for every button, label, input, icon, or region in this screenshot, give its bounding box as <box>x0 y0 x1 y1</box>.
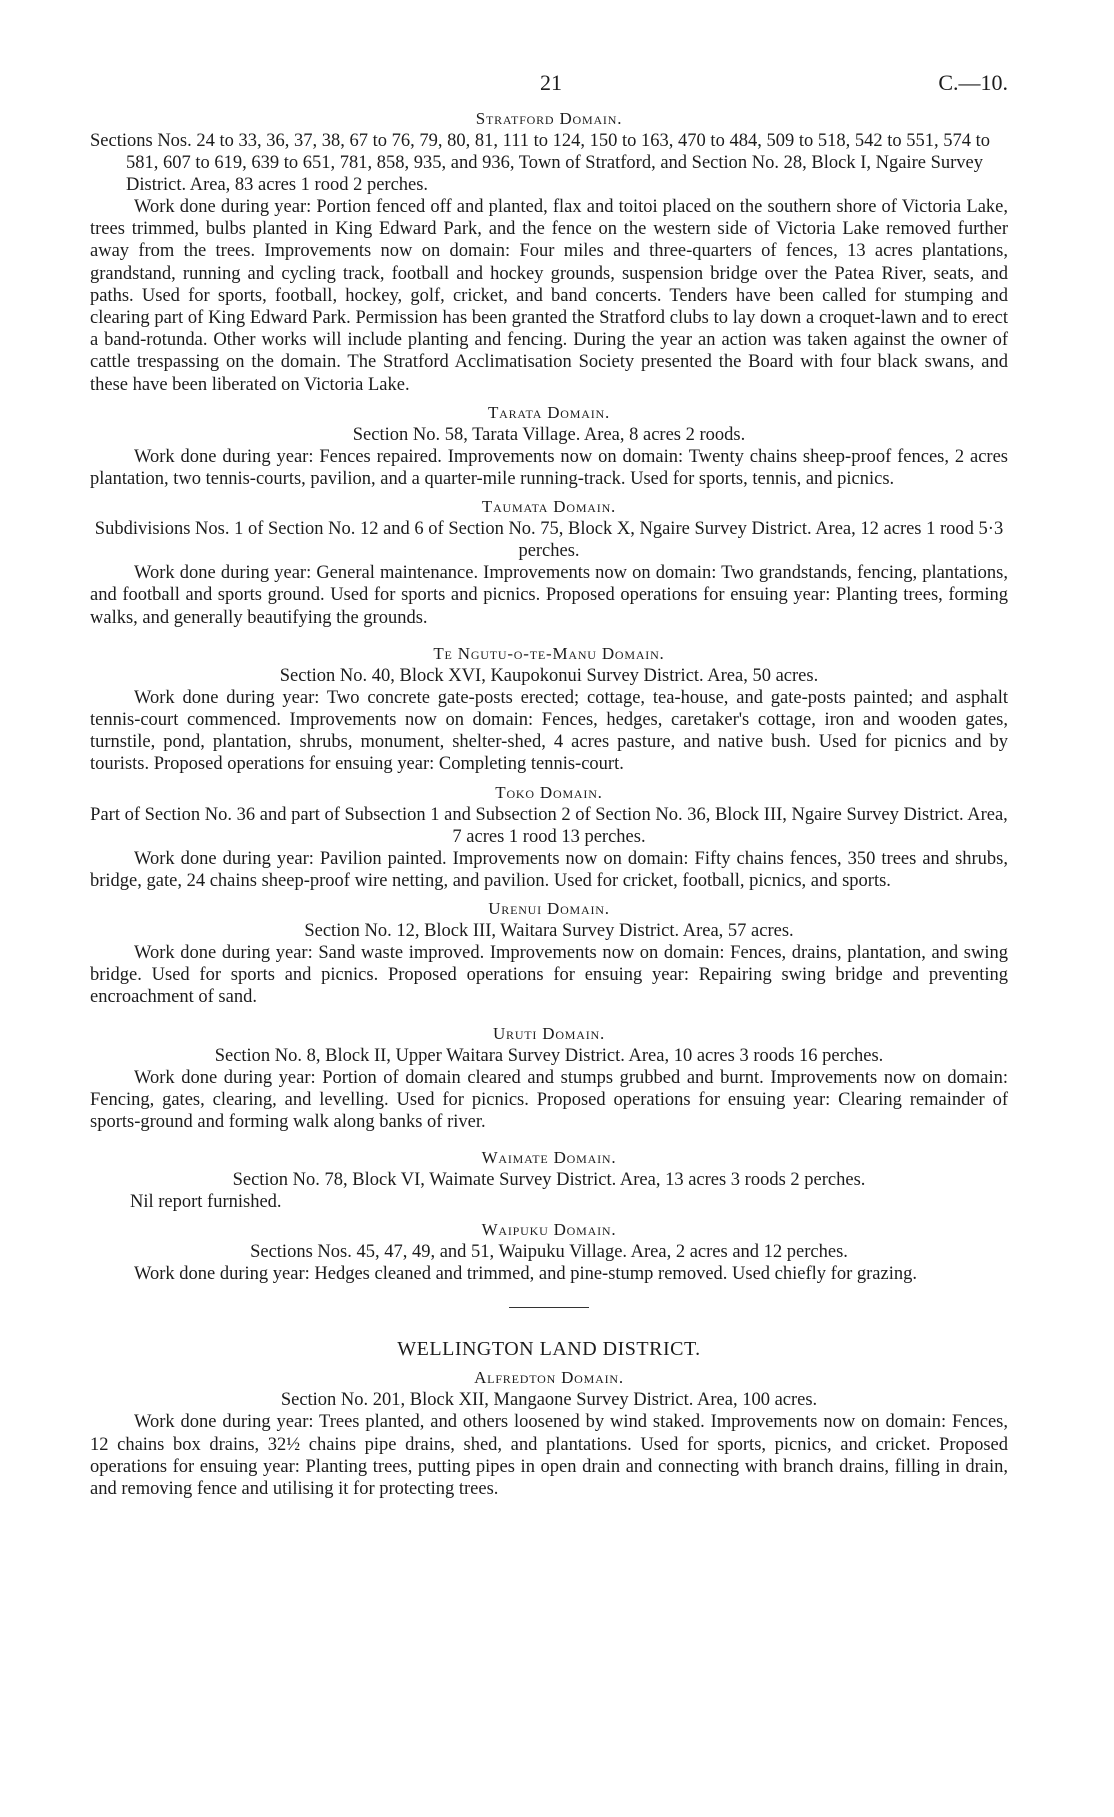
page-number: 21 <box>540 70 562 95</box>
section-description: Section No. 8, Block II, Upper Waitara Survey District. Area, 10 acres 3 roods 16 perches. <box>214 1045 884 1066</box>
section-body: Work done during year: Pavilion painted. Improvements now on domain: Fifty chains fences, 350 trees and shrubs, bridge, gate, 24 chains sheep-proof wire netting, and pavilion. Used for cricket, football, picnics, and sports. <box>90 848 1008 891</box>
section-taumata-domain <box>90 496 1008 629</box>
section-title: Stratford Domain. <box>475 109 623 128</box>
nil-report-note: Nil report furnished. <box>130 1192 282 1213</box>
section-title: Tarata Domain. <box>487 402 611 422</box>
section-description: Section No. 40, Block XVI, Kaupokonui Survey District. Area, 50 acres. <box>279 665 819 686</box>
section-title: Te Ngutu-o-te-Manu Domain. <box>433 643 665 663</box>
section-title: Taumata Domain. <box>481 497 617 517</box>
section-description: Sections Nos. 24 to 33, 36, 37, 38, 67 to 76, 79, 80, 81, 111 to 124, 150 to 163, 470 to 484, 509 to 518, 542 to 551, 574 to 581, 607 to 619, 639 to 651, 781, 858, 935, and 936, Town of Stratford, and Section No. 28, Block I, Ngaire Survey District. Area, 83 acres 1 rood 2 perches. <box>90 131 990 195</box>
section-body: Work done during year: Sand waste improved. Improvements now on domain: Fences, drains, plantation, and swing bridge. Used for sports and picnics. Proposed operations for ensuing year: Repairing swing bridge and preventing encroachment of sand. <box>90 943 1008 1008</box>
section-body: Work done during year: Trees planted, and others loosened by wind staked. Improvements now on domain: Fences, 12 chains box drains, 32½ chains pipe drains, shed, and plantations. Used for sports, picnics, and cricket. Proposed operations for ensuing year: Planting trees, putting pipes in open drain and connecting with branch drains, filling in drain, and removing fence and utilising it for protecting trees. <box>90 1412 1008 1500</box>
section-title: Uruti Domain. <box>492 1023 606 1043</box>
section-waipuku-domain <box>90 1219 1008 1285</box>
section-description: Section No. 78, Block VI, Waimate Survey District. Area, 13 acres 3 roods 2 perches. <box>232 1170 866 1191</box>
section-body: Work done during year: Fences repaired. Improvements now on domain: Twenty chains sheep-proof fences, 2 acres plantation, two tennis-courts, pavilion, and a quarter-mile running-track. Used for sports, tennis, and picnics. <box>90 446 1008 490</box>
section-uruti-domain <box>90 1023 1008 1134</box>
district-heading: WELLINGTON LAND DISTRICT. <box>397 1338 701 1361</box>
section-body: Work done during year: Hedges cleaned and trimmed, and pine-stump removed. Used chiefly for grazing. <box>134 1264 917 1285</box>
section-description: Section No. 58, Tarata Village. Area, 8 acres 2 roods. <box>352 424 746 445</box>
section-description: Section No. 12, Block III, Waitara Survey District. Area, 57 acres. <box>304 921 794 942</box>
section-description: Sections Nos. 45, 47, 49, and 51, Waipuku Village. Area, 2 acres and 12 perches. <box>250 1242 848 1263</box>
section-title: Urenui Domain. <box>488 899 610 919</box>
section-description: Subdivisions Nos. 1 of Section No. 12 and 6 of Section No. 75, Block X, Ngaire Survey District. Area, 12 acres 1 rood 5·3 perches. <box>94 519 1004 562</box>
section-title: Toko Domain. <box>495 782 603 802</box>
section-body: Work done during year: Two concrete gate-posts erected; cottage, tea-house, and gate-posts painted; and asphalt tennis-court commenced. Improvements now on domain: Fences, hedges, caretaker's cottage, iron and wooden gates, turnstile, pond, plantation, shrubs, monument, shelter-shed, 4 acres pasture, and native bush. Used for picnics and by tourists. Proposed operations for ensuing year: Completing tennis-court. <box>90 687 1008 775</box>
section-waimate-domain <box>90 1147 1008 1213</box>
section-divider <box>509 1307 589 1308</box>
section-title: Alfredton Domain. <box>474 1368 624 1388</box>
section-stratford-domain <box>90 108 1008 396</box>
page-header <box>90 60 1008 100</box>
section-urenui-domain <box>90 898 1008 1009</box>
section-toko-domain <box>90 782 1008 892</box>
section-alfredton-domain <box>90 1367 1008 1500</box>
document-page <box>90 60 1008 1500</box>
section-body: Work done during year: Portion of domain cleared and stumps grubbed and burnt. Improvements now on domain: Fencing, gates, clearing, and levelling. Used for picnics. Proposed operations for ensuing year: Clearing remainder of sports-ground and forming walk along banks of river. <box>90 1067 1008 1133</box>
section-description: Part of Section No. 36 and part of Subsection 1 and Subsection 2 of Section No. 36, Block III, Ngaire Survey District. Area, 7 acres 1 rood 13 perches. <box>90 804 1008 847</box>
section-tarata-domain <box>90 402 1008 490</box>
section-description: Section No. 201, Block XII, Mangaone Survey District. Area, 100 acres. <box>280 1390 818 1411</box>
document-code: C.—10. <box>938 70 1008 95</box>
section-body: Work done during year: Portion fenced off and planted, flax and toitoi placed on the southern shore of Victoria Lake, trees trimmed, bulbs planted in King Edward Park, and the fence on the western side of Victoria Lake removed further away from the trees. Improvements now on domain: Four miles and three-quarters of fences, 13 acres plantations, grandstand, running and cycling track, football and hockey grounds, suspension bridge over the Patea River, seats, and paths. Used for sports, football, hockey, golf, cricket, and band concerts. Tenders have been called for stumping and clearing part of King Edward Park. Permission has been granted the Stratford clubs to lay down a croquet-lawn and to erect a band-rotunda. Other works will include planting and fencing. During the year an action was taken against the owner of cattle trespassing on the domain. The Stratford Acclimatisation Society presented the Board with four black swans, and these have been liberated on Victoria Lake. <box>90 197 1008 395</box>
section-title: Waimate Domain. <box>481 1148 617 1168</box>
section-body: Work done during year: General maintenance. Improvements now on domain: Two grandstands, fencing, plantations, and football and sports ground. Used for sports and picnics. Proposed operations for ensuing year: Planting trees, forming walks, and generally beautifying the grounds. <box>90 563 1008 628</box>
section-te-ngutu-o-te-manu-domain <box>90 643 1008 776</box>
section-title: Waipuku Domain. <box>481 1220 617 1240</box>
